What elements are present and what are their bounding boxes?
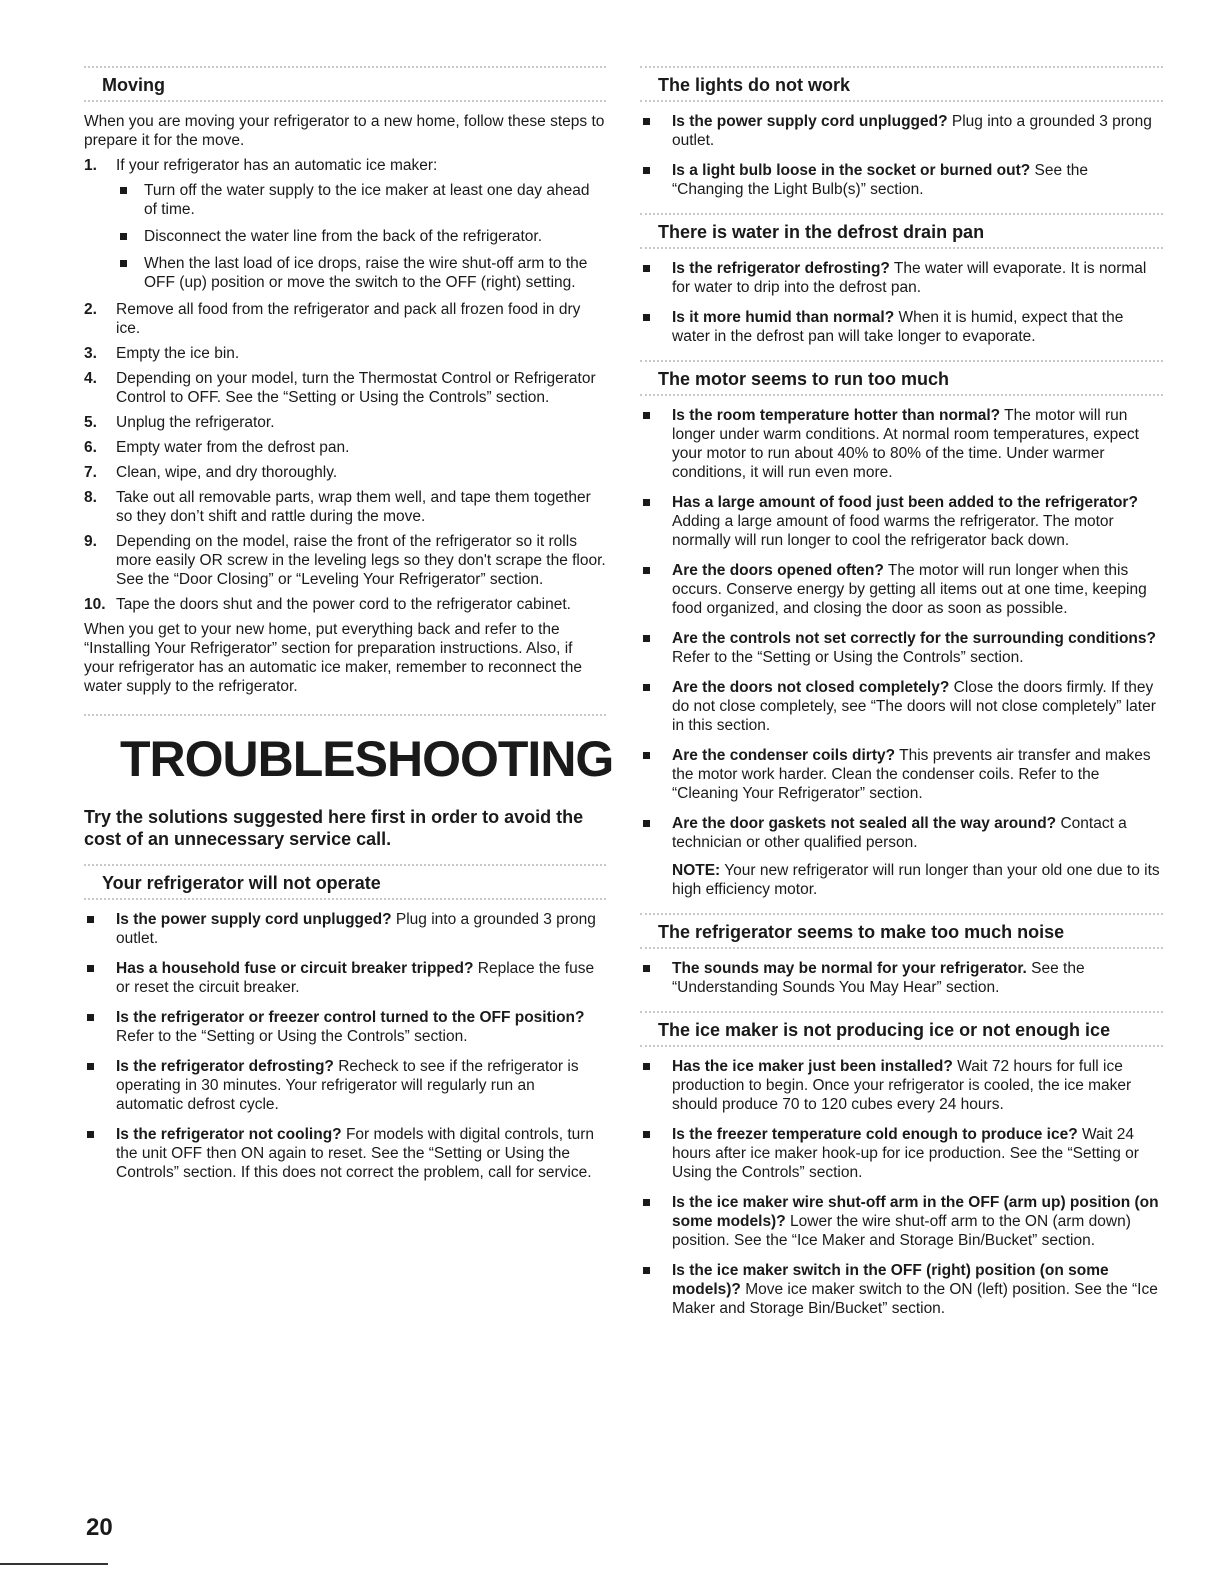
section-heading: Your refrigerator will not operate	[84, 864, 606, 900]
troubleshooting-item	[640, 678, 1163, 735]
bullet-square-icon	[643, 167, 650, 174]
item-answer: Replace the fuse or reset the circuit breaker.	[116, 960, 595, 996]
step-text: If your refrigerator has an automatic ice maker:	[116, 157, 438, 174]
moving-step	[84, 344, 606, 363]
bullet-square-icon	[87, 1014, 94, 1021]
step-text: Take out all removable parts, wrap them well, and tape them together so they don’t shift and rattle during the move.	[116, 489, 591, 525]
left-sections	[84, 864, 606, 1182]
note-label: NOTE:	[672, 862, 721, 879]
item-answer: Refer to the “Setting or Using the Controls” section.	[672, 649, 1024, 666]
step-number: 9.	[84, 533, 97, 550]
step-text: Tape the doors shut and the power cord to the refrigerator cabinet.	[116, 596, 571, 613]
substep	[116, 227, 606, 246]
section-items	[640, 1057, 1163, 1318]
bullet-square-icon	[643, 635, 650, 642]
item-question: Is the ice maker switch in the OFF (right) position (on some models)?	[672, 1262, 1109, 1298]
item-question: Are the door gaskets not sealed all the way around?	[672, 815, 1057, 832]
troubleshooting-section	[640, 66, 1163, 199]
moving-step	[84, 156, 606, 292]
troubleshooting-item	[84, 910, 606, 948]
troubleshooting-item	[640, 1057, 1163, 1114]
bullet-square-icon	[643, 1131, 650, 1138]
item-question: The sounds may be normal for your refrigerator.	[672, 960, 1027, 977]
moving-step	[84, 595, 606, 614]
troubleshooting-item	[640, 259, 1163, 297]
section-items	[640, 959, 1163, 997]
bullet-square-icon	[120, 260, 127, 267]
troubleshooting-item	[640, 1261, 1163, 1318]
left-column	[84, 66, 614, 1193]
substep-text: When the last load of ice drops, raise the wire shut-off arm to the OFF (up) position or move the switch to the OFF (right) setting.	[144, 255, 588, 291]
bullet-square-icon	[87, 1131, 94, 1138]
item-question: Is the refrigerator not cooling?	[116, 1126, 342, 1143]
troubleshooting-section	[640, 360, 1163, 899]
item-answer: The motor will run longer when this occurs. Conserve energy by getting all items out at one time, keeping food organized, and closing the door as soon as possible.	[672, 562, 1147, 617]
item-question: Is the ice maker wire shut-off arm in the OFF (arm up) position (on some models)?	[672, 1194, 1159, 1230]
step-number: 4.	[84, 370, 97, 387]
item-answer: The water will evaporate. It is normal for water to drip into the defrost pan.	[672, 260, 1147, 296]
moving-outro: When you get to your new home, put everything back and refer to the “Installing Your Refrigerator” section for preparation instructions. Also, if your refrigerator has an automatic ice maker, remember to reconnect the water supply to the refrigerator.	[84, 621, 582, 695]
item-question: Is the power supply cord unplugged?	[116, 911, 392, 928]
bullet-square-icon	[643, 567, 650, 574]
note-text: Your new refrigerator will run longer than your old one due to its high efficiency motor.	[672, 862, 1160, 898]
step-substeps	[116, 181, 606, 292]
substep	[116, 181, 606, 219]
bullet-square-icon	[643, 684, 650, 691]
substep-text: Turn off the water supply to the ice maker at least one day ahead of time.	[144, 182, 590, 218]
moving-step	[84, 300, 606, 338]
step-number: 8.	[84, 489, 97, 506]
moving-step	[84, 438, 606, 457]
right-column	[640, 66, 1163, 1329]
item-question: Are the doors opened often?	[672, 562, 884, 579]
troubleshooting-item	[640, 112, 1163, 150]
step-text: Depending on your model, turn the Thermostat Control or Refrigerator Control to OFF. See the “Setting or Using the Controls” section.	[116, 370, 596, 406]
item-answer: This prevents air transfer and makes the motor work harder. Clean the condenser coils. Refer to the “Cleaning Your Refrigerator” section.	[672, 747, 1151, 802]
item-answer: Plug into a grounded 3 prong outlet.	[116, 911, 596, 947]
item-answer: Recheck to see if the refrigerator is operating in 30 minutes. Your refrigerator will regularly run an automatic defrost cycle.	[116, 1058, 579, 1113]
troubleshooting-title: TROUBLESHOOTING	[120, 731, 614, 787]
troubleshooting-item	[640, 406, 1163, 482]
moving-intro: When you are moving your refrigerator to a new home, follow these steps to prepare it for the move.	[84, 113, 605, 149]
item-question: Is the refrigerator defrosting?	[116, 1058, 334, 1075]
troubleshooting-item	[84, 1008, 606, 1046]
bullet-square-icon	[643, 1267, 650, 1274]
section-note	[640, 861, 1163, 899]
item-question: Is it more humid than normal?	[672, 309, 895, 326]
bullet-square-icon	[87, 965, 94, 972]
troubleshooting-item	[84, 1125, 606, 1182]
bullet-square-icon	[87, 1063, 94, 1070]
section-items	[640, 259, 1163, 346]
bullet-square-icon	[643, 412, 650, 419]
troubleshooting-item	[640, 959, 1163, 997]
step-text: Empty water from the defrost pan.	[116, 439, 350, 456]
item-question: Is the freezer temperature cold enough to produce ice?	[672, 1126, 1078, 1143]
troubleshooting-item	[640, 493, 1163, 550]
item-question: Are the controls not set correctly for the surrounding conditions?	[672, 630, 1156, 647]
troubleshooting-item	[640, 561, 1163, 618]
troubleshooting-section	[640, 213, 1163, 346]
item-answer: Contact a technician or other qualified person.	[672, 815, 1127, 851]
moving-step	[84, 532, 606, 589]
troubleshooting-section	[640, 913, 1163, 997]
item-answer: Refer to the “Setting or Using the Controls” section.	[116, 1028, 468, 1045]
item-question: Has a large amount of food just been added to the refrigerator?	[672, 494, 1138, 511]
troubleshooting-section	[84, 864, 606, 1182]
step-text: Unplug the refrigerator.	[116, 414, 275, 431]
troubleshooting-item	[640, 1193, 1163, 1250]
item-answer: See the “Understanding Sounds You May Hear” section.	[672, 960, 1085, 996]
item-answer: Lower the wire shut-off arm to the ON (arm down) position. See the “Ice Maker and Storage Bin/Bucket” section.	[672, 1213, 1131, 1249]
troubleshooting-item	[640, 746, 1163, 803]
bullet-square-icon	[643, 314, 650, 321]
section-heading: There is water in the defrost drain pan	[640, 213, 1163, 249]
step-text: Remove all food from the refrigerator and pack all frozen food in dry ice.	[116, 301, 581, 337]
step-number: 6.	[84, 439, 97, 456]
item-question: Is the refrigerator defrosting?	[672, 260, 890, 277]
bullet-square-icon	[120, 187, 127, 194]
page-number: 20	[86, 1514, 113, 1541]
step-text: Clean, wipe, and dry thoroughly.	[116, 464, 338, 481]
item-answer: The motor will run longer under warm conditions. At normal room temperatures, expect your motor to run about 40% to 80% of the time. Under warmer conditions, it will run even more.	[672, 407, 1139, 481]
footer-rule	[0, 1563, 108, 1565]
item-answer: When it is humid, expect that the water in the defrost pan will take longer to evaporate.	[672, 309, 1124, 345]
step-number: 1.	[84, 157, 97, 174]
moving-step	[84, 488, 606, 526]
moving-step	[84, 369, 606, 407]
bullet-square-icon	[643, 1063, 650, 1070]
step-text: Empty the ice bin.	[116, 345, 240, 362]
section-heading: The motor seems to run too much	[640, 360, 1163, 396]
bullet-square-icon	[120, 233, 127, 240]
section-items	[640, 406, 1163, 899]
section-items	[640, 112, 1163, 199]
item-question: Is the power supply cord unplugged?	[672, 113, 948, 130]
section-heading: The ice maker is not producing ice or not enough ice	[640, 1011, 1163, 1047]
troubleshooting-item	[84, 959, 606, 997]
bullet-square-icon	[643, 1199, 650, 1206]
item-answer: Close the doors firmly. If they do not close completely, see “The doors will not close completely” later in this section.	[672, 679, 1156, 734]
step-text: Depending on the model, raise the front of the refrigerator so it rolls more easily OR screw in the leveling legs so they don't scrape the floor. See the “Door Closing” or “Leveling Your Refrigerator” section.	[116, 533, 606, 588]
item-answer: Plug into a grounded 3 prong outlet.	[672, 113, 1152, 149]
bullet-square-icon	[87, 916, 94, 923]
step-number: 7.	[84, 464, 97, 481]
troubleshooting-item	[640, 629, 1163, 667]
step-number: 5.	[84, 414, 97, 431]
bullet-square-icon	[643, 820, 650, 827]
troubleshooting-section	[640, 1011, 1163, 1318]
bullet-square-icon	[643, 499, 650, 506]
item-question: Is the refrigerator or freezer control turned to the OFF position?	[116, 1009, 585, 1026]
moving-heading: Moving	[84, 66, 606, 102]
troubleshooting-item	[640, 161, 1163, 199]
bullet-square-icon	[643, 118, 650, 125]
step-number: 3.	[84, 345, 97, 362]
moving-step	[84, 463, 606, 482]
moving-steps-list	[84, 156, 606, 614]
bullet-square-icon	[643, 752, 650, 759]
troubleshooting-item	[640, 1125, 1163, 1182]
item-question: Has a household fuse or circuit breaker tripped?	[116, 960, 474, 977]
troubleshooting-block	[84, 714, 614, 850]
item-question: Are the doors not closed completely?	[672, 679, 950, 696]
item-question: Has the ice maker just been installed?	[672, 1058, 953, 1075]
item-answer: For models with digital controls, turn the unit OFF then ON again to reset. See the “Setting or Using the Controls” section. If this does not correct the problem, call for service.	[116, 1126, 595, 1181]
section-heading: The lights do not work	[640, 66, 1163, 102]
item-answer: Move ice maker switch to the ON (left) position. See the “Ice Maker and Storage Bin/Bucket” section.	[672, 1281, 1158, 1317]
section-heading: The refrigerator seems to make too much noise	[640, 913, 1163, 949]
troubleshooting-item	[84, 1057, 606, 1114]
bullet-square-icon	[643, 965, 650, 972]
troubleshooting-item	[640, 814, 1163, 852]
substep	[116, 254, 606, 292]
item-answer: Wait 72 hours for full ice production to begin. Once your refrigerator is cooled, the ice maker should produce 70 to 120 cubes every 24 hours.	[672, 1058, 1132, 1113]
troubleshooting-intro: Try the solutions suggested here first in order to avoid the cost of an unnecessary service call.	[84, 807, 584, 849]
item-question: Is a light bulb loose in the socket or burned out?	[672, 162, 1031, 179]
bullet-square-icon	[643, 265, 650, 272]
section-items	[84, 910, 606, 1182]
substep-text: Disconnect the water line from the back of the refrigerator.	[144, 228, 543, 245]
item-answer: Wait 24 hours after ice maker hook-up for ice production. See the “Setting or Using the Controls” section.	[672, 1126, 1139, 1181]
moving-step	[84, 413, 606, 432]
troubleshooting-item	[640, 308, 1163, 346]
item-answer: See the “Changing the Light Bulb(s)” section.	[672, 162, 1088, 198]
step-number: 2.	[84, 301, 97, 318]
item-question: Is the room temperature hotter than normal?	[672, 407, 1001, 424]
step-number: 10.	[84, 596, 106, 613]
item-question: Are the condenser coils dirty?	[672, 747, 896, 764]
item-answer: Adding a large amount of food warms the refrigerator. The motor normally will run longer to cool the refrigerator back down.	[672, 513, 1114, 549]
